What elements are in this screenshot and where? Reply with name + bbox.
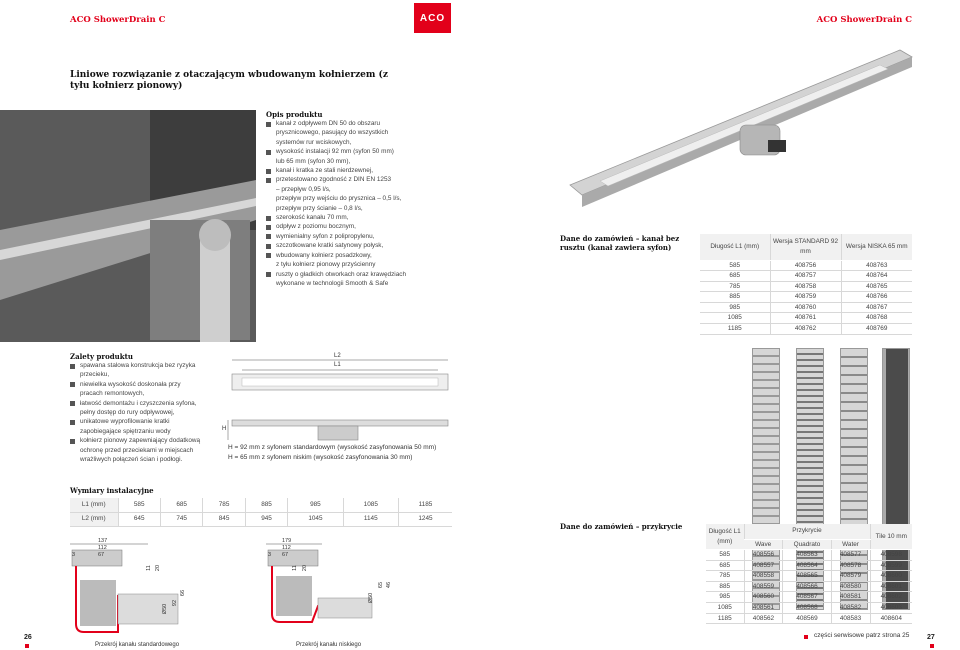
table-row [700, 302, 912, 313]
list-item: przetestowano zgodność z DIN EN 1253 [266, 175, 446, 184]
col-grate-wave: Wave [744, 539, 783, 550]
table-cell: 1185 [706, 613, 744, 624]
table-cell: 585 [118, 498, 160, 512]
page-marker-left [25, 644, 29, 648]
order-channel-title: Dane do zamówień – kanał bez rusztu (kanał zawiera syfon) [560, 234, 680, 252]
product-description-list [266, 119, 446, 288]
low-dim-20: 20 [302, 564, 309, 572]
table-cell: 408602 [870, 592, 912, 603]
list-item: pełny dostęp do rury odpływowej, [80, 409, 175, 417]
table-cell: 408756 [770, 260, 841, 271]
list-item: prysznicowego, pasujący do wszystkich [276, 129, 389, 137]
table-cell: 408569 [783, 613, 831, 624]
table-cell: 785 [700, 281, 770, 292]
table-cell: 408766 [841, 292, 912, 303]
row-label: L2 (mm) [70, 512, 118, 526]
table-cell: 408764 [841, 271, 912, 282]
table-cell: 845 [203, 512, 245, 526]
label-l1: L1 [334, 362, 341, 368]
low-dim-179: 179 [282, 538, 292, 544]
list-item: ruszty o gładkich otworkach oraz krawędziach [266, 270, 446, 279]
table-cell: 1085 [700, 313, 770, 324]
header-title-right: ACO ShowerDrain C [816, 15, 912, 25]
product-description [266, 110, 446, 288]
table-cell: 585 [706, 550, 744, 561]
list-item: przecieku, [80, 371, 110, 379]
page-headline: Liniowe rozwiązanie z otaczającym wbudowanym kołnierzem (z tyłu kołnierz pionowy) [70, 70, 388, 91]
table-cell: 408600 [870, 571, 912, 582]
col-grate-quadrato: Quadrato [783, 539, 831, 550]
table-cell: 885 [700, 292, 770, 303]
channel-product-image [560, 45, 920, 215]
std-dim-20: 20 [155, 564, 162, 572]
std-dim-11: 11 [145, 565, 152, 571]
list-item: systemów rur wciskowych, [276, 138, 352, 146]
page-number-right: 27 [927, 634, 935, 641]
table-row [700, 292, 912, 303]
low-dim-112: 112 [282, 545, 291, 551]
table-cell: 408758 [770, 281, 841, 292]
table-cell: 408564 [783, 560, 831, 571]
col-low: Wersja NISKA 65 mm [841, 234, 912, 260]
std-dim-3: 3 [72, 552, 76, 558]
std-dim-66: 66 [180, 589, 187, 597]
table-cell: 885 [706, 581, 744, 592]
list-item: niewielka wysokość doskonała przy [70, 380, 235, 389]
table-cell: 685 [700, 271, 770, 282]
table-cell: 408567 [783, 592, 831, 603]
section-standard-caption: Przekrój kanału standardowego [95, 642, 180, 648]
dimensions-table [70, 498, 452, 527]
list-item: – przepływ 0,95 l/s, [276, 185, 331, 193]
table-cell: 785 [203, 498, 245, 512]
table-cell: 408759 [770, 292, 841, 303]
table-row [706, 550, 912, 561]
list-item: kanał z odpływem DN 50 do obszaru [266, 119, 446, 128]
list-item: przepływ przy ścianie – 0,8 l/s, [276, 204, 363, 212]
table-cell: 685 [706, 560, 744, 571]
list-item: unikatowe wyprofilowanie kratki [70, 417, 235, 426]
std-dim-o50: Ø50 [162, 603, 169, 615]
table-row [700, 271, 912, 282]
table-row [706, 592, 912, 603]
table-cell: 408598 [870, 550, 912, 561]
table-cell: 408556 [744, 550, 783, 561]
col-standard: Wersja STANDARD 92 mm [770, 234, 841, 260]
table-row [70, 498, 452, 512]
order-grates-title: Dane do zamówień – przykrycie [560, 522, 683, 531]
order-channel-table [700, 234, 912, 335]
list-item: kanał i kratka ze stali nierdzewnej, [266, 166, 446, 175]
table-cell: 408558 [744, 571, 783, 582]
list-item: szczotkowane kratki satynowy połysk, [266, 241, 446, 250]
table-row [706, 613, 912, 624]
table-row [706, 571, 912, 582]
label-h: H [222, 426, 227, 432]
list-item: spawana stalowa konstrukcja bez ryzyka [70, 361, 235, 370]
label-l2: L2 [334, 353, 341, 359]
drawing-note-2: H = 65 mm z syfonem niskim (wysokość zasyfonowania 30 mm) [228, 454, 413, 461]
table-cell: 585 [700, 260, 770, 271]
table-cell: 408603 [870, 603, 912, 614]
table-cell: 408566 [783, 581, 831, 592]
advantages-list [70, 361, 235, 464]
table-cell: 1045 [288, 512, 343, 526]
order-grates-table [706, 524, 912, 624]
table-row [700, 260, 912, 271]
list-item: z tyłu kołnierz pionowy przyścienny [276, 261, 376, 269]
std-dim-67: 67 [98, 552, 105, 558]
col-length: Długość L1 (mm) [700, 234, 770, 260]
table-cell: 408578 [831, 560, 870, 571]
table-cell: 408581 [831, 592, 870, 603]
col-grate-group: Przykrycie [744, 524, 870, 539]
col-grate-length: Długość L1 (mm) [706, 524, 744, 550]
table-row [706, 560, 912, 571]
advantages-title: Zalety produktu [70, 352, 133, 361]
installation-photo [0, 110, 256, 342]
table-cell: 408557 [744, 560, 783, 571]
table-cell: 408601 [870, 581, 912, 592]
product-description-title: Opis produktu [266, 110, 323, 119]
table-row [706, 603, 912, 614]
table-cell: 408560 [744, 592, 783, 603]
table-cell: 408565 [783, 571, 831, 582]
list-item: lub 65 mm (syfon 30 mm), [276, 157, 351, 165]
table-cell: 408767 [841, 302, 912, 313]
dimensions-title: Wymiary instalacyjne [70, 486, 154, 495]
table-cell: 985 [700, 302, 770, 313]
table-cell: 408760 [770, 302, 841, 313]
list-item: wykonane w technologii Smooth & Safe [276, 279, 389, 287]
table-cell: 408579 [831, 571, 870, 582]
table-cell: 408563 [783, 550, 831, 561]
list-item: wrażliwych połączeń ścian i podłogi. [80, 456, 183, 464]
table-cell: 408757 [770, 271, 841, 282]
table-row [700, 324, 912, 335]
list-item: wysokość instalacji 92 mm (syfon 50 mm) [266, 147, 446, 156]
table-cell: 945 [245, 512, 287, 526]
table-row [70, 512, 452, 526]
section-standard-drawing [66, 536, 196, 638]
table-cell: 785 [706, 571, 744, 582]
table-cell: 408768 [841, 313, 912, 324]
table-cell: 408762 [770, 324, 841, 335]
list-item: ochronę przed przeciekami w miejscach [80, 446, 194, 454]
list-item: szerokość kanału 70 mm, [266, 213, 446, 222]
header-title-left: ACO ShowerDrain C [70, 15, 166, 25]
col-grate-tile: Tile 10 mm [870, 524, 912, 550]
table-cell: 408769 [841, 324, 912, 335]
table-cell: 1245 [398, 512, 452, 526]
table-cell: 1185 [398, 498, 452, 512]
table-cell: 1145 [343, 512, 398, 526]
section-low-caption: Przekrój kanału niskiego [296, 642, 362, 648]
list-item: kołnierz pionowy zapewniający dodatkową [70, 436, 235, 445]
table-cell: 408577 [831, 550, 870, 561]
bullet-icon [804, 635, 808, 639]
table-cell: 408763 [841, 260, 912, 271]
low-dim-67: 67 [282, 552, 289, 558]
table-cell: 408582 [831, 603, 870, 614]
table-row [700, 313, 912, 324]
list-item: wymienialny syfon z polipropylenu, [266, 232, 446, 241]
table-cell: 408583 [831, 613, 870, 624]
low-dim-65: 65 [378, 581, 385, 589]
row-label: L1 (mm) [70, 498, 118, 512]
list-item: wbudowany kołnierz posadzkowy, [266, 251, 446, 260]
low-dim-46: 46 [386, 581, 393, 589]
table-cell: 1185 [700, 324, 770, 335]
table-cell: 685 [160, 498, 202, 512]
table-cell: 408765 [841, 281, 912, 292]
list-item: odpływ z poziomu bocznym, [266, 222, 446, 231]
list-item: pracach remontowych, [80, 390, 145, 398]
table-cell: 408604 [870, 613, 912, 624]
low-dim-o50: Ø50 [368, 592, 375, 604]
page-number-left: 26 [24, 634, 32, 641]
list-item: łatwość demontażu i czyszczenia syfona, [70, 399, 235, 408]
table-cell: 408561 [744, 603, 783, 614]
table-cell: 1085 [706, 603, 744, 614]
list-item: zapobiegające spiętrzaniu wody [80, 427, 171, 435]
table-cell: 1085 [343, 498, 398, 512]
list-item: przepływ przy wejściu do prysznica – 0,5 l/s, [276, 195, 402, 203]
table-cell: 408761 [770, 313, 841, 324]
std-dim-112: 112 [98, 545, 107, 551]
table-cell: 745 [160, 512, 202, 526]
table-row [706, 581, 912, 592]
table-cell: 645 [118, 512, 160, 526]
aco-logo: ACO [414, 3, 451, 33]
table-cell: 408568 [783, 603, 831, 614]
service-parts-note: części serwisowe patrz strona 25 [814, 632, 910, 639]
table-row [700, 281, 912, 292]
low-dim-11: 11 [291, 565, 298, 571]
col-grate-water: Water [831, 539, 870, 550]
drawing-note-1: H = 92 mm z syfonem standardowym (wysokość zasyfonowania 50 mm) [228, 444, 437, 451]
low-dim-3: 3 [268, 552, 272, 558]
page-marker-right [930, 644, 934, 648]
std-dim-92: 92 [172, 599, 179, 607]
table-cell: 408599 [870, 560, 912, 571]
table-cell: 985 [706, 592, 744, 603]
std-dim-137: 137 [98, 538, 108, 544]
table-cell: 985 [288, 498, 343, 512]
advantages [70, 352, 235, 464]
table-cell: 885 [245, 498, 287, 512]
table-cell: 408562 [744, 613, 783, 624]
table-cell: 408559 [744, 581, 783, 592]
table-cell: 408580 [831, 581, 870, 592]
